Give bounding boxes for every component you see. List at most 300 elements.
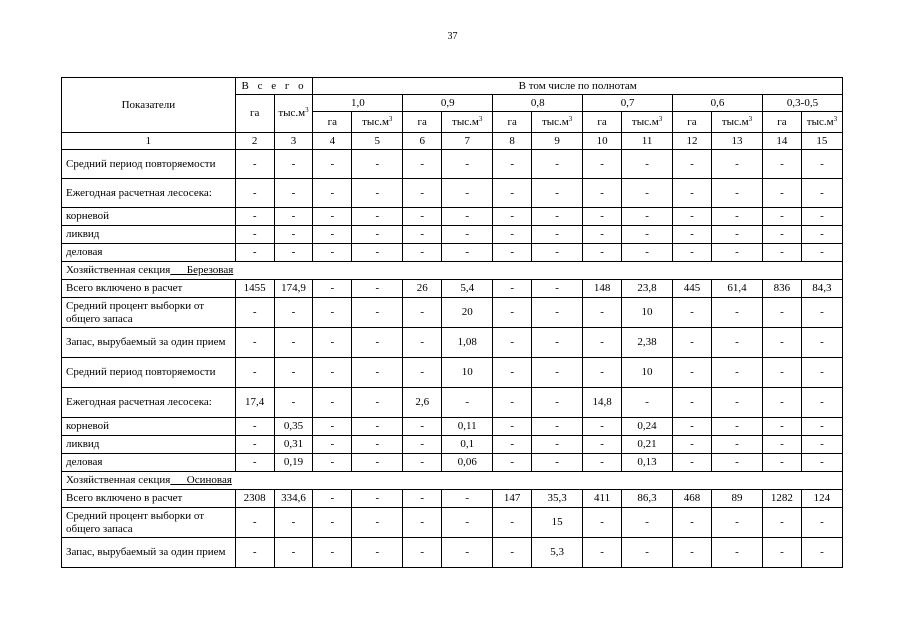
row-label: ликвид [62,436,236,454]
table-cell: - [235,208,274,226]
table-cell: - [673,150,712,179]
table-cell: 147 [493,490,532,508]
table-cell: - [493,508,532,538]
table-cell: - [352,280,403,298]
table-cell: - [532,436,583,454]
table-cell: - [493,388,532,418]
table-cell: - [711,208,762,226]
section-prefix: Хозяйственная секция [66,264,171,276]
table-cell: - [313,298,352,328]
table-cell: - [313,226,352,244]
table-cell: - [442,226,493,244]
table-cell: - [235,538,274,568]
table-cell: - [274,538,313,568]
column-number: 1 [62,133,236,150]
table-cell: - [673,436,712,454]
table-cell: - [274,208,313,226]
table-cell: - [235,508,274,538]
table-cell: 124 [801,490,842,508]
table-cell: - [673,298,712,328]
table-cell: - [622,179,673,208]
table-cell: - [352,358,403,388]
row-label: Средний период повторяемости [62,150,236,179]
table-cell: - [583,538,622,568]
table-cell: 10 [622,358,673,388]
density-header: 0,9 [403,95,493,112]
table-cell: - [493,298,532,328]
table-cell: 5,4 [442,280,493,298]
table-cell: 0,24 [622,418,673,436]
table-cell: - [583,298,622,328]
table-cell: - [583,436,622,454]
table-cell: - [274,388,313,418]
unit-volume-header: $тыс.м^3$ [801,112,842,133]
table-cell: - [711,298,762,328]
table-cell: 0,11 [442,418,493,436]
table-cell: 0,21 [622,436,673,454]
table-cell: - [403,179,442,208]
table-cell: - [493,179,532,208]
table-cell: - [801,358,842,388]
table-cell: - [583,226,622,244]
table-cell: - [274,179,313,208]
table-cell: - [493,436,532,454]
table-cell: 148 [583,280,622,298]
table-cell: 1282 [763,490,802,508]
density-header: 1,0 [313,95,403,112]
table-cell: - [493,358,532,388]
table-row [62,418,843,436]
row-label: Ежегодная расчетная лесосека: [62,388,236,418]
table-cell: - [532,388,583,418]
section-prefix: Хозяйственная секция [66,474,171,486]
section-title [62,472,843,490]
table-cell: - [403,454,442,472]
table-cell: - [352,298,403,328]
table-cell: 411 [583,490,622,508]
table-cell: - [763,179,802,208]
table-cell: - [673,454,712,472]
table-cell: 0,35 [274,418,313,436]
table-cell: 0,31 [274,436,313,454]
table-cell: - [673,388,712,418]
table-cell: - [235,179,274,208]
table-row [62,150,843,179]
table-cell: - [622,208,673,226]
table-cell: - [583,208,622,226]
table-cell: - [583,418,622,436]
table-body [62,150,843,568]
table-cell: - [235,358,274,388]
table-row [62,280,843,298]
table-cell: 1455 [235,280,274,298]
table-cell: 1,08 [442,328,493,358]
table-row [62,490,843,508]
section-row [62,472,843,490]
table-row [62,298,843,328]
column-number: 6 [403,133,442,150]
unit-volume-header: $тыс.м^3$ [622,112,673,133]
table-cell: - [532,226,583,244]
section-title [62,262,843,280]
table-cell: - [583,179,622,208]
table-cell: - [313,454,352,472]
table-cell: - [235,244,274,262]
table-cell: - [622,538,673,568]
table-cell: - [532,454,583,472]
table-cell: - [801,150,842,179]
table-cell: - [711,226,762,244]
table-cell: - [622,244,673,262]
table-cell: - [763,454,802,472]
row-label: деловая [62,454,236,472]
table-cell: - [622,508,673,538]
table-cell: - [274,508,313,538]
table-cell: - [763,388,802,418]
table-cell: - [352,150,403,179]
table-cell: - [442,150,493,179]
table-cell: - [313,179,352,208]
table-cell: - [801,244,842,262]
density-header: 0,8 [493,95,583,112]
table-cell: - [493,280,532,298]
table-cell: - [763,298,802,328]
table-cell: - [235,226,274,244]
table-cell: - [235,454,274,472]
table-cell: - [673,226,712,244]
table-cell: - [313,328,352,358]
row-label: деловая [62,244,236,262]
table-cell: - [352,436,403,454]
table-cell: - [235,150,274,179]
table-cell: - [403,508,442,538]
table-cell: - [442,244,493,262]
table-cell: - [622,226,673,244]
table-cell: - [274,244,313,262]
table-cell: 10 [442,358,493,388]
table-cell: 0,1 [442,436,493,454]
table-cell: - [532,179,583,208]
table-cell: - [801,298,842,328]
table-cell: - [493,328,532,358]
table-cell: - [711,454,762,472]
row-label: корневой [62,208,236,226]
table-cell: 86,3 [622,490,673,508]
table-cell: - [235,418,274,436]
table-cell: - [532,280,583,298]
column-number: 15 [801,133,842,150]
table-cell: 2,38 [622,328,673,358]
table-cell: - [583,508,622,538]
table-cell: - [711,538,762,568]
unit-volume-header: $тыс.м^3$ [442,112,493,133]
table-cell: - [532,418,583,436]
table-cell: - [274,226,313,244]
table-cell: - [763,226,802,244]
table-cell: - [352,388,403,418]
page-number: 37 [447,31,458,42]
table-cell: - [801,508,842,538]
table-cell: - [711,244,762,262]
row-label: Запас, вырубаемый за один прием [62,538,236,568]
table-cell: - [801,538,842,568]
table-cell: - [711,150,762,179]
row-label: Средний период повторяемости [62,358,236,388]
table-cell: - [673,538,712,568]
table-cell: - [532,298,583,328]
column-number: 8 [493,133,532,150]
table-row [62,328,843,358]
table-cell: - [352,418,403,436]
row-label: Запас, вырубаемый за один прием [62,328,236,358]
table-cell: - [763,358,802,388]
table-cell: - [235,436,274,454]
density-header: 0,3-0,5 [763,95,843,112]
table-cell: - [313,150,352,179]
table-row [62,508,843,538]
table-cell: - [313,538,352,568]
table-cell: 0,19 [274,454,313,472]
table-cell: - [763,208,802,226]
table-cell: - [493,226,532,244]
table-cell: 26 [403,280,442,298]
table-cell: - [352,490,403,508]
row-label: Ежегодная расчетная лесосека: [62,179,236,208]
table-cell: - [763,328,802,358]
table-cell: 10 [622,298,673,328]
row-label: Средний процент выборки от общего запаса [62,298,236,328]
table-cell: 14,8 [583,388,622,418]
table-cell: - [711,508,762,538]
table-cell: - [622,150,673,179]
table-row [62,226,843,244]
table-cell: - [442,388,493,418]
table-cell: - [532,150,583,179]
table-cell: 35,3 [532,490,583,508]
table-cell: - [274,358,313,388]
table-cell: - [711,436,762,454]
row-label: ликвид [62,226,236,244]
table-cell: - [403,226,442,244]
table-cell: - [274,298,313,328]
table-cell: - [352,328,403,358]
table-row [62,436,843,454]
table-cell: - [673,508,712,538]
table-cell: - [313,418,352,436]
table-cell: - [403,418,442,436]
table-cell: - [352,179,403,208]
unit-volume-header: $тыс.м^3$ [711,112,762,133]
unit-ha-header: га [493,112,532,133]
table-cell: - [711,179,762,208]
table-cell: - [352,538,403,568]
table-cell: - [763,538,802,568]
table-row [62,538,843,568]
table-cell: 89 [711,490,762,508]
indicators-header: Показатели [62,78,236,133]
table-cell: - [352,226,403,244]
table-cell: - [274,150,313,179]
table-row [62,208,843,226]
table-cell: - [801,418,842,436]
table-cell: - [583,150,622,179]
unit-ha-header: га [763,112,802,133]
table-cell: - [801,388,842,418]
table-cell: 0,13 [622,454,673,472]
table-cell: 2,6 [403,388,442,418]
total-header: В с е г о [235,78,313,95]
table-cell: - [442,490,493,508]
table-cell: - [763,436,802,454]
column-number: 11 [622,133,673,150]
unit-volume-header: $тыс.м^3$ [532,112,583,133]
table-cell: - [403,538,442,568]
table-cell: - [235,298,274,328]
column-number: 7 [442,133,493,150]
table-cell: 2308 [235,490,274,508]
table-cell: - [313,358,352,388]
table-cell: - [711,358,762,388]
table-row [62,179,843,208]
indicators-table [61,77,843,568]
unit-ha-header: га [313,112,352,133]
table-cell: - [403,150,442,179]
table-cell: - [583,454,622,472]
table-cell: 0,06 [442,454,493,472]
total-volume-header: $тыс.м^3$ [274,95,313,133]
column-number: 10 [583,133,622,150]
table-cell: - [352,244,403,262]
table-cell: - [313,436,352,454]
table-cell: - [801,208,842,226]
table-cell: - [673,208,712,226]
table-cell: - [801,226,842,244]
column-number: 14 [763,133,802,150]
section-name: Березовая [186,264,234,276]
table-cell: - [493,454,532,472]
table-cell: - [673,244,712,262]
table-cell: 61,4 [711,280,762,298]
table-cell: - [493,150,532,179]
table-cell: - [493,538,532,568]
table-cell: - [711,388,762,418]
table-cell: 84,3 [801,280,842,298]
table-cell: - [403,490,442,508]
row-label: Всего включено в расчет [62,280,236,298]
column-number: 9 [532,133,583,150]
table-header [62,78,843,150]
table-cell: - [673,179,712,208]
unit-ha-header: га [583,112,622,133]
table-cell: - [801,454,842,472]
column-number: 2 [235,133,274,150]
table-cell: - [442,208,493,226]
table-cell: - [313,388,352,418]
density-header: 0,6 [673,95,763,112]
table-cell: 5,3 [532,538,583,568]
table-cell: - [493,418,532,436]
table-cell: 836 [763,280,802,298]
table-cell: - [801,328,842,358]
table-cell: 468 [673,490,712,508]
table-cell: - [352,208,403,226]
table-cell: - [532,328,583,358]
unit-ha-header: га [403,112,442,133]
table-cell: - [763,418,802,436]
table-cell: - [673,358,712,388]
table-cell: - [403,436,442,454]
row-label: Всего включено в расчет [62,490,236,508]
table-cell: - [403,244,442,262]
column-number: 4 [313,133,352,150]
table-cell: 445 [673,280,712,298]
table-cell: - [442,538,493,568]
table-cell: - [622,388,673,418]
table-cell: - [763,244,802,262]
table-cell: 334,6 [274,490,313,508]
column-numbers-row [62,133,843,150]
table-row [62,358,843,388]
table-cell: - [313,280,352,298]
table-cell: - [801,436,842,454]
table-row [62,454,843,472]
column-number: 13 [711,133,762,150]
unit-volume-header: $тыс.м^3$ [352,112,403,133]
table-cell: - [763,508,802,538]
row-label: Средний процент выборки от общего запаса [62,508,236,538]
table-row [62,388,843,418]
by-density-header: В том числе по полнотам [313,78,843,95]
table-cell: - [403,298,442,328]
table-cell: - [313,208,352,226]
table-cell: 20 [442,298,493,328]
table-cell: - [313,490,352,508]
unit-ha-header: га [673,112,712,133]
table-cell: - [583,358,622,388]
table-cell: - [673,328,712,358]
table-cell: - [673,418,712,436]
table-cell: - [274,328,313,358]
table-cell: - [403,208,442,226]
table-cell: - [711,418,762,436]
table-cell: - [352,508,403,538]
column-number: 5 [352,133,403,150]
table-cell: - [442,179,493,208]
table-cell: - [313,508,352,538]
column-number: 3 [274,133,313,150]
section-row [62,262,843,280]
table-cell: - [711,328,762,358]
table-cell: - [583,244,622,262]
table-cell: - [442,508,493,538]
table-cell: - [313,244,352,262]
column-number: 12 [673,133,712,150]
table-cell: - [235,328,274,358]
table-cell: 17,4 [235,388,274,418]
row-label: корневой [62,418,236,436]
table-cell: - [532,208,583,226]
table-cell: 23,8 [622,280,673,298]
table-cell: - [583,328,622,358]
table-cell: - [532,244,583,262]
table-cell: - [801,179,842,208]
density-header: 0,7 [583,95,673,112]
table-cell: - [532,358,583,388]
table-cell: - [403,358,442,388]
table-cell: 174,9 [274,280,313,298]
table-cell: 15 [532,508,583,538]
table-cell: - [403,328,442,358]
